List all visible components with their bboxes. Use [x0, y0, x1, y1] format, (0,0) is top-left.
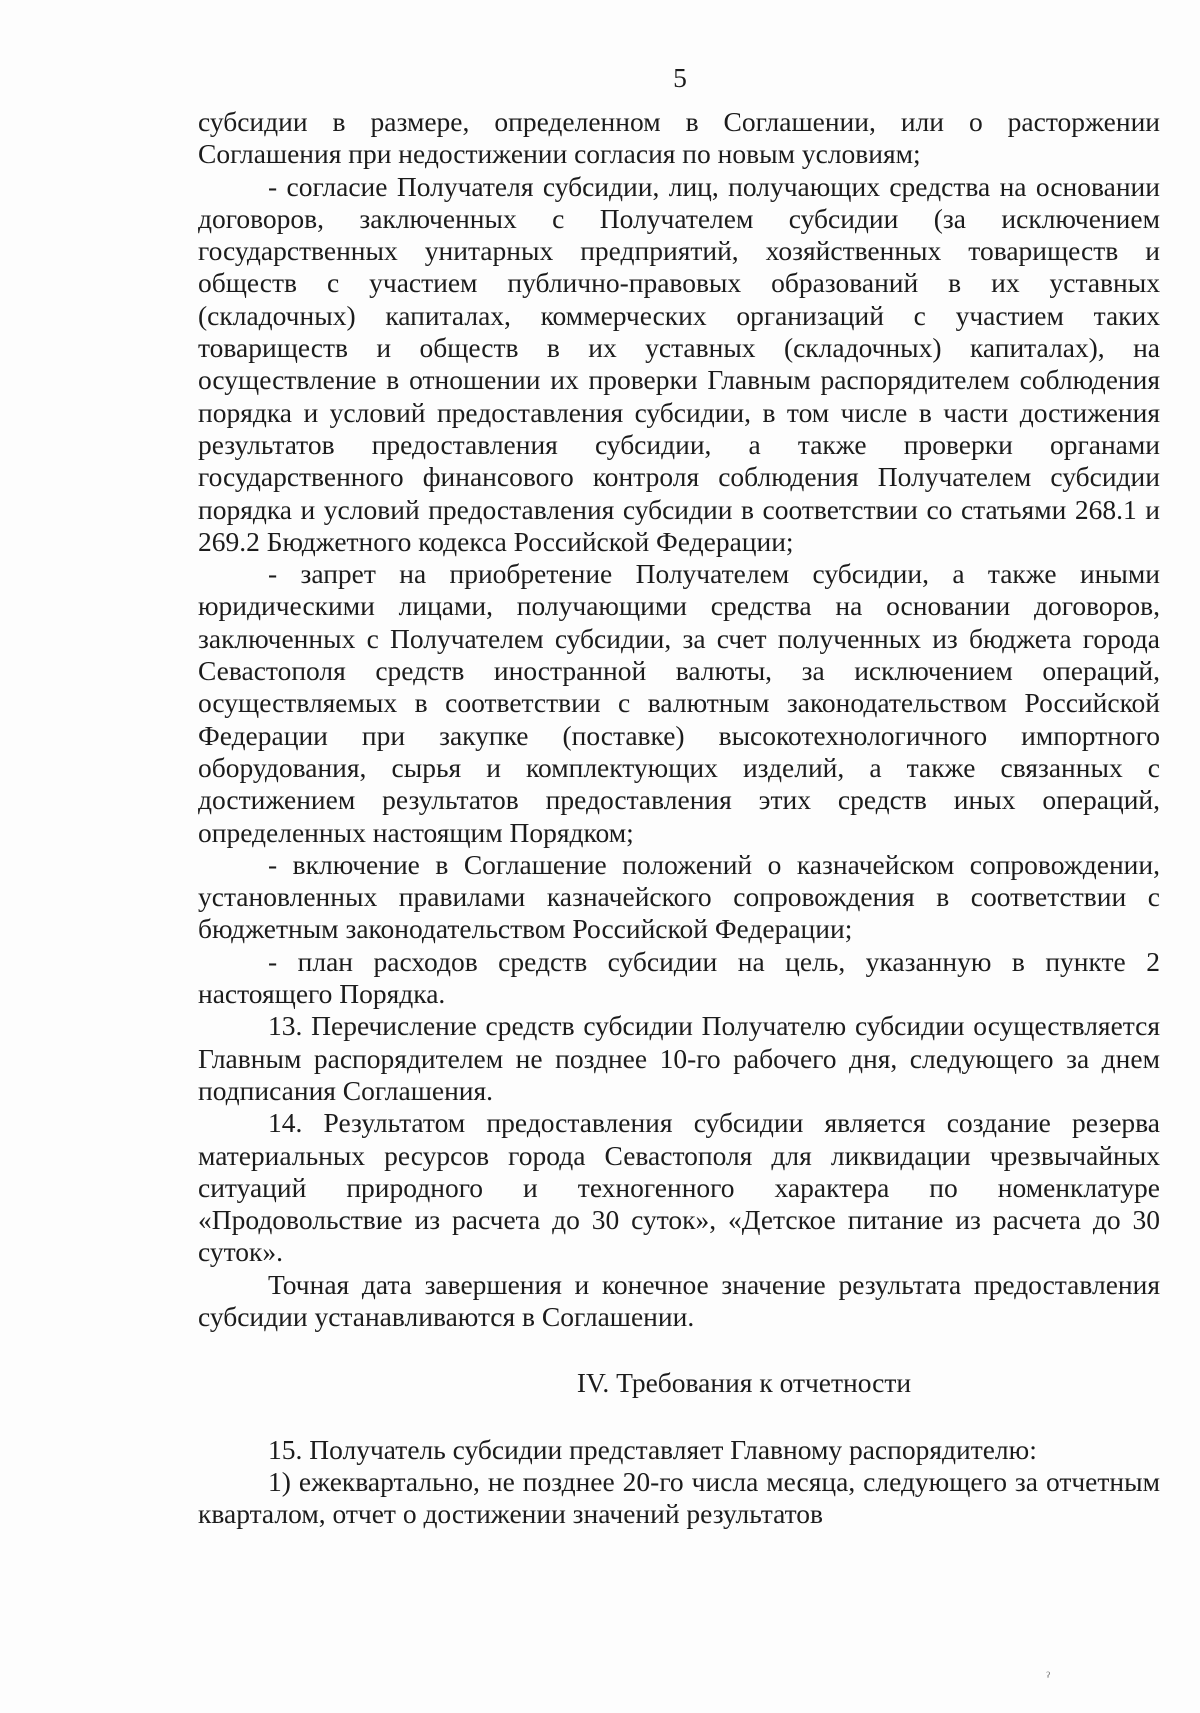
paragraph-expense-plan: - план расходов средств субсидии на цель, указанную в пункте 2 настоящего Порядка. [198, 945, 1160, 1010]
paragraph-prohibition: - запрет на приобретение Получателем субсидии, а также иными юридическими лицами, получающими средства на основании договоров, заключенных с Получателем субсидии, за счет полученных из бюджета города Севастополя средств иностранной валюты, за исключением операций, осуществляемых в соответствии с валютным законодательством Российской Федерации при закупке (поставке) высокотехнологичного импортного оборудования, сырья и комплектующих изделий, а также связанных с достижением результатов предоставления этих средств иных операций, определенных настоящим Порядком; [198, 558, 1160, 848]
paragraph-14: 14. Результатом предоставления субсидии является создание резерва материальных ресурсов города Севастополя для ликвидации чрезвычайных ситуаций природного и техногенного характера по номенклатуре «Продовольствие из расчета до 30 суток», «Детское питание из расчета до 30 суток». [198, 1107, 1160, 1268]
paragraph-continuation: субсидии в размере, определенном в Соглашении, или о расторжении Соглашения при недостижении согласия по новым условиям; [198, 106, 1160, 170]
paragraph-result-date: Точная дата завершения и конечное значение результата предоставления субсидии устанавливаются в Соглашении. [198, 1268, 1160, 1332]
paragraph-15-1: 1) ежеквартально, не позднее 20-го числа месяца, следующего за отчетным кварталом, отчет о достижении значений результатов [198, 1465, 1160, 1530]
section-heading: IV. Требования к отчетности [576, 1367, 912, 1399]
paragraph-consent: - согласие Получателя субсидии, лиц, получающих средства на основании договоров, заключенных с Получателем субсидии (за исключением государственных унитарных предприятий, хозяйственных товариществ и обществ с участием публично-правовых образований в их уставных (складочных) капиталах, коммерческих организаций с участием таких товариществ и обществ в их уставных (складочных) капиталах), на осуществление в отношении их проверки Главным распорядителем соблюдения порядка и условий предоставления субсидии, в том числе в части достижения результатов предоставления субсидии, а также проверки органами государственного финансового контроля соблюдения Получателем субсидии порядка и условий предоставления субсидии в соответствии со статьями 268.1 и 269.2 Бюджетного кодекса Российской Федерации; [198, 170, 1160, 557]
margin-mark: ˀ [1046, 1670, 1050, 1685]
document-body [198, 106, 1160, 1530]
paragraph-treasury: - включение в Соглашение положений о казначейском сопровождении, установленных правилами казначейского сопровождения в соответствии с бюджетным законодательством Российской Федерации; [198, 848, 1160, 945]
page-number: 5 [673, 62, 687, 93]
paragraph-15: 15. Получатель субсидии представляет Главному распорядителю: [268, 1433, 1037, 1465]
paragraph-13: 13. Перечисление средств субсидии Получателю субсидии осуществляется Главным распорядителем не позднее 10-го рабочего дня, следующего за днем подписания Соглашения. [198, 1010, 1160, 1106]
